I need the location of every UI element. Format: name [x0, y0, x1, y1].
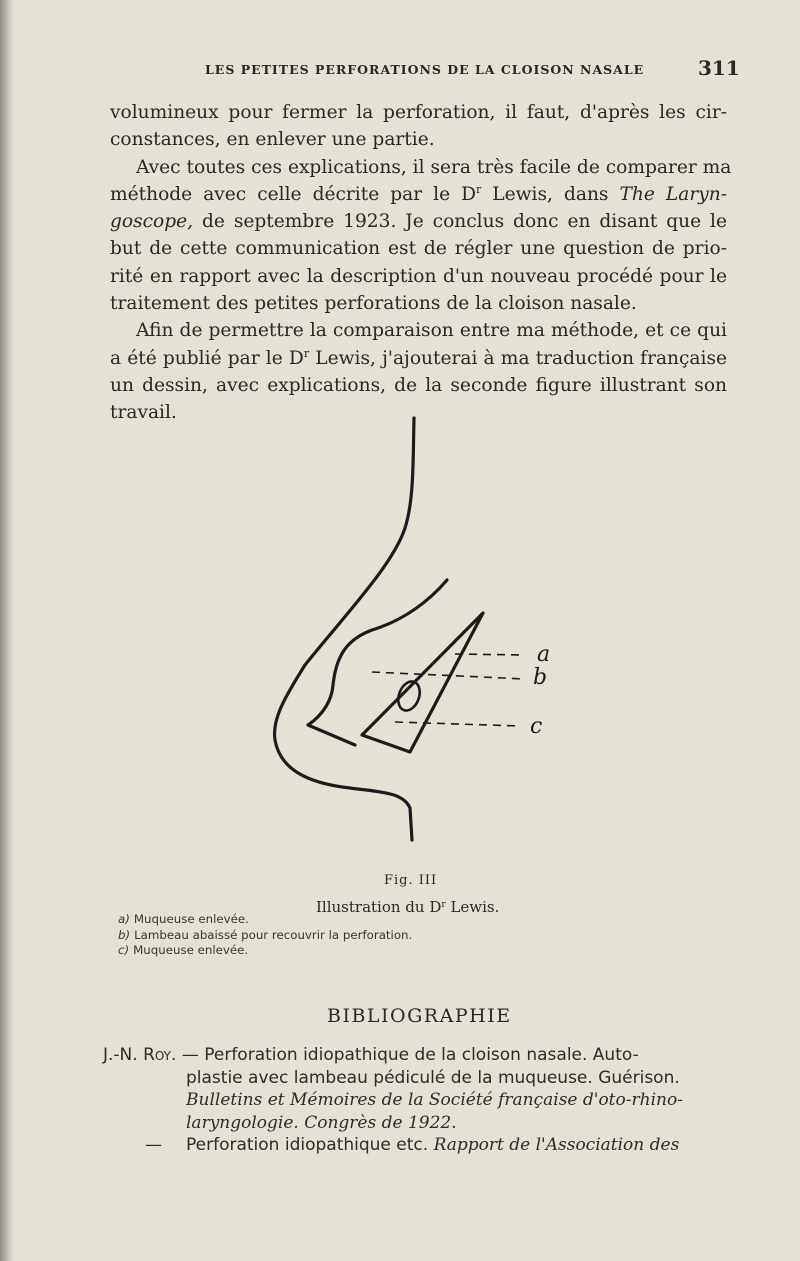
text-line: but de cette communication est de régler une question de prio- — [110, 238, 727, 260]
text-line: travail. — [110, 402, 177, 424]
text-line: traitement des petites perforations de la cloison nasale. — [110, 293, 637, 315]
perforation-oval — [394, 678, 423, 713]
page-number: 311 — [698, 56, 740, 80]
text-line: a été publié par le $D^r$ Lewis, j'ajouterai à ma traduction française — [110, 346, 728, 369]
nose-flap-figure — [0, 400, 800, 850]
figure-label: Fig. III — [384, 873, 438, 888]
text-line: goscope, de septembre 1923. Je conclus donc en disant que le — [110, 211, 727, 233]
legend-item: c) Muqueuse enlevée. — [118, 943, 249, 957]
text-line: rité en rapport avec la description d'un nouveau procédé pour le — [110, 265, 727, 287]
figure-caption: Illustration du $D^r$ Lewis. — [316, 898, 500, 916]
body-text — [110, 99, 732, 427]
bibliography-heading: BIBLIOGRAPHIE — [327, 1005, 512, 1027]
running-title: LES PETITES PERFORATIONS DE LA CLOISON NASALE — [205, 62, 645, 77]
bibliography-line: plastie avec lambeau pédiculé de la muqueuse. Guérison. — [186, 1067, 680, 1088]
marker-a-label: a — [537, 642, 551, 667]
legend-item: b) Lambeau abaissé pour recouvrir la perforation. — [118, 927, 413, 942]
flap-triangle — [362, 613, 483, 752]
bibliography-entry: J.-N. Roy. — Perforation idiopathique de la cloison nasale. Auto- — [103, 1045, 639, 1065]
text-line: un dessin, avec explications, de la seconde figure illustrant son — [110, 374, 727, 396]
bibliography-line: laryngologie. Congrès de 1922. — [186, 1112, 457, 1133]
marker-b-label: b — [533, 665, 548, 690]
legend-item: a) Muqueuse enlevée. — [118, 912, 249, 926]
nose-profile-line — [275, 418, 414, 840]
text-line: Afin de permettre la comparaison entre ma méthode, et ce qui — [136, 320, 727, 342]
bibliography-list — [103, 1044, 721, 1157]
nose-flap-drawing — [0, 400, 800, 850]
text-line: Avec toutes ces explications, il sera très facile de comparer ma — [136, 156, 732, 178]
text-line: méthode avec celle décrite par le $D^r$ Lewis, dans The Laryn- — [110, 182, 728, 205]
marker-line-a — [455, 654, 525, 655]
bibliography-entry: — Perforation idiopathique etc. Rapport de l'Association des — [145, 1135, 680, 1155]
bibliography-line: Bulletins et Mémoires de la Société française d'oto-rhino- — [186, 1090, 683, 1110]
figure-legend — [118, 912, 412, 959]
marker-line-c — [395, 722, 520, 726]
text-line: volumineux pour fermer la perforation, il faut, d'après les cir- — [110, 102, 727, 123]
marker-c-label: c — [530, 714, 543, 739]
text-line: constances, en enlever une partie. — [110, 129, 435, 151]
